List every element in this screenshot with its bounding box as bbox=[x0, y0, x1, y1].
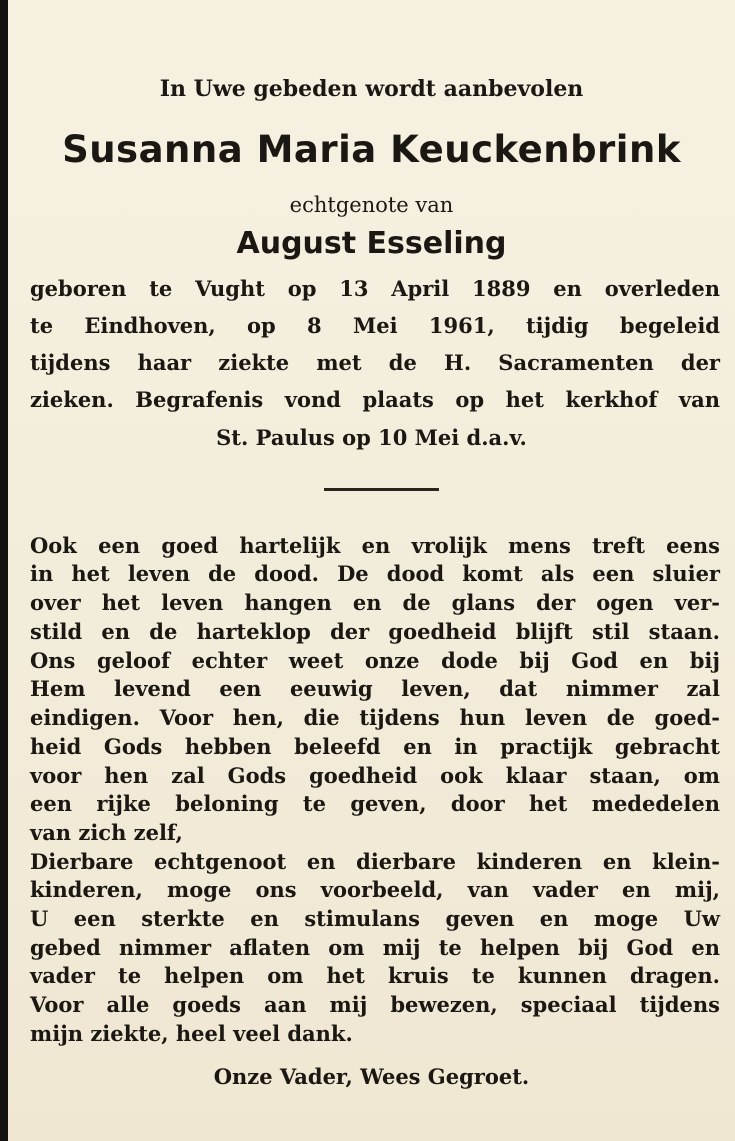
body-line: Ook een goed hartelijk en vrolijk mens treft eens bbox=[30, 533, 720, 558]
body-line: heid Gods hebben beleefd en in practijk gebracht bbox=[30, 734, 720, 759]
body-line: voor hen zal Gods goedheid ook klaar staan, om bbox=[30, 763, 720, 788]
body-line: Hem levend een eeuwig leven, dat nimmer zal bbox=[30, 676, 720, 701]
body-line: een rijke beloning te geven, door het mededelen bbox=[30, 791, 720, 816]
memorial-card bbox=[8, 0, 735, 1141]
body-line: kinderen, moge ons voorbeeld, van vader en mij, bbox=[30, 877, 720, 902]
body-line: mijn ziekte, heel veel dank. bbox=[30, 1021, 353, 1046]
bio-line: te Eindhoven, op 8 Mei 1961, tijdig begeleid bbox=[30, 313, 720, 338]
body-line: stild en de harteklop der goedheid blijft stil staan. bbox=[30, 619, 720, 644]
body-line: eindigen. Voor hen, die tijdens hun leven de goed- bbox=[30, 705, 720, 730]
bio-line: geboren te Vught op 13 April 1889 en overleden bbox=[30, 276, 720, 301]
bio-line: St. Paulus op 10 Mei d.a.v. bbox=[216, 425, 527, 450]
spouse-intro: echtgenote van bbox=[289, 193, 454, 217]
closing-prayer: Onze Vader, Wees Gegroet. bbox=[213, 1064, 530, 1089]
body-line: U een sterkte en stimulans geven en moge Uw bbox=[30, 906, 720, 931]
body-line: over het leven hangen en de glans der ogen ver- bbox=[30, 590, 720, 615]
spouse-name: August Esseling bbox=[236, 226, 507, 261]
body-line: gebed nimmer aflaten om mij te helpen bij God en bbox=[30, 935, 720, 960]
body-line: in het leven de dood. De dood komt als een sluier bbox=[30, 561, 720, 586]
body-line: Voor alle goeds aan mij bewezen, speciaal tijdens bbox=[30, 992, 720, 1017]
body-line: Dierbare echtgenoot en dierbare kinderen en klein- bbox=[30, 849, 720, 874]
card-left-edge bbox=[0, 0, 8, 1141]
bio-line: zieken. Begrafenis vond plaats op het kerkhof van bbox=[30, 387, 720, 412]
body-line: vader te helpen om het kruis te kunnen dragen. bbox=[30, 963, 720, 988]
body-line: van zich zelf, bbox=[30, 820, 183, 845]
intro-line: In Uwe gebeden wordt aanbevolen bbox=[159, 76, 584, 102]
deceased-name: Susanna Maria Keuckenbrink bbox=[62, 128, 681, 171]
bio-line: tijdens haar ziekte met de H. Sacramenten der bbox=[30, 350, 720, 375]
divider bbox=[324, 488, 439, 491]
body-line: Ons geloof echter weet onze dode bij God en bij bbox=[30, 648, 720, 673]
